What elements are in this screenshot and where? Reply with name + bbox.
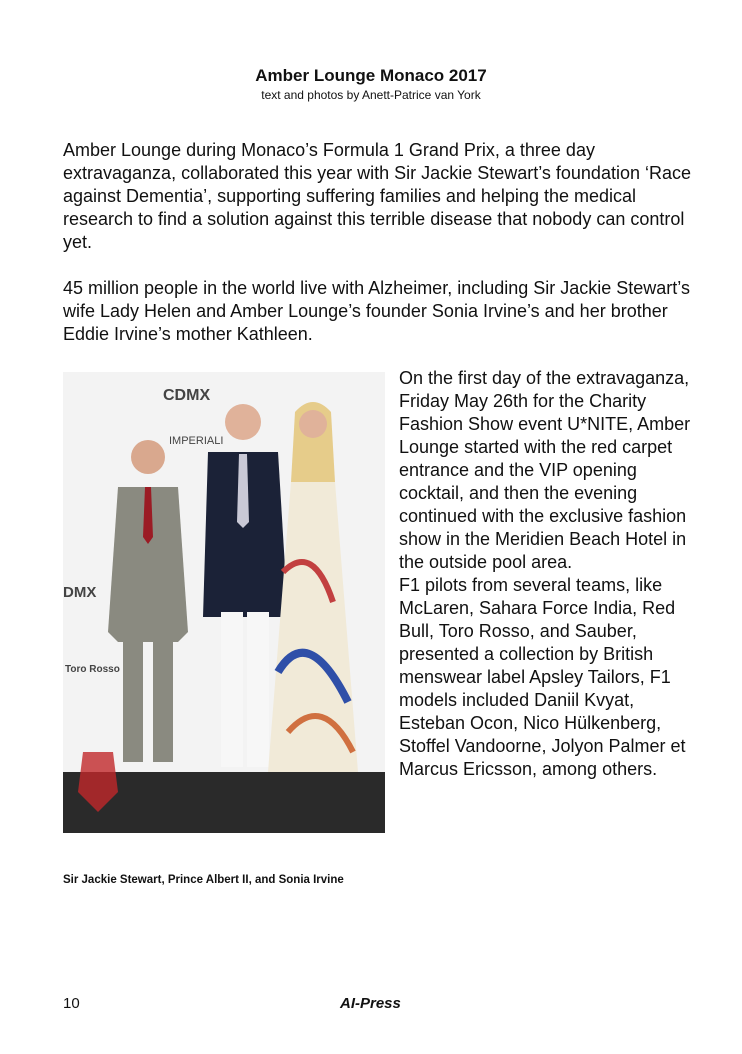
intro-paragraph: Amber Lounge during Monaco’s Formula 1 Grand Prix, a three day extravaganza, collaborated this year with Sir Jackie Stewart’s foundation ‘Race against Dementia’, supporting suffering families and helping the medical research to find a solution against this terrible disease that nobody can control yet.	[63, 140, 691, 252]
backdrop-logo: CDMX	[163, 387, 211, 404]
article-title: Amber Lounge Monaco 2017	[255, 66, 487, 85]
page-number: 10	[63, 995, 80, 1012]
article-byline: text and photos by Anett-Patrice van York	[261, 88, 481, 102]
event-photo	[63, 372, 385, 833]
backdrop-logo: Toro Rosso	[65, 664, 120, 675]
fashion-show-paragraph: On the first day of the extravaganza, Friday May 26th for the Charity Fashion Show event U*NITE, Amber Lounge started with the red carpet entrance and the VIP opening cocktail, and then the evening continued with the exclusive fashion show in the Meridien Beach Hotel in the outside pool area.	[399, 368, 691, 572]
publication-name: AI-Press	[340, 995, 401, 1012]
photo-caption: Sir Jackie Stewart, Prince Albert II, and Sonia Irvine	[63, 874, 344, 886]
backdrop-logo: DMX	[63, 584, 97, 601]
backdrop-logo: IMPERIALI	[169, 435, 224, 447]
f1-pilots-paragraph: F1 pilots from several teams, like McLaren, Sahara Force India, Red Bull, Toro Rosso, and Sauber, presented a collection by British menswear label Apsley Tailors, F1 models included Daniil Kvyat, Esteban Ocon, Nico Hülkenberg, Stoffel Vandoorne, Jolyon Palmer et Marcus Ericsson, among others.	[399, 575, 686, 779]
side-column	[399, 367, 699, 781]
alzheimer-paragraph: 45 million people in the world live with Alzheimer, including Sir Jackie Stewart’s wife Lady Helen and Amber Lounge’s founder Sonia Irvine’s and her brother Eddie Irvine’s mother Kathleen.	[63, 278, 690, 344]
